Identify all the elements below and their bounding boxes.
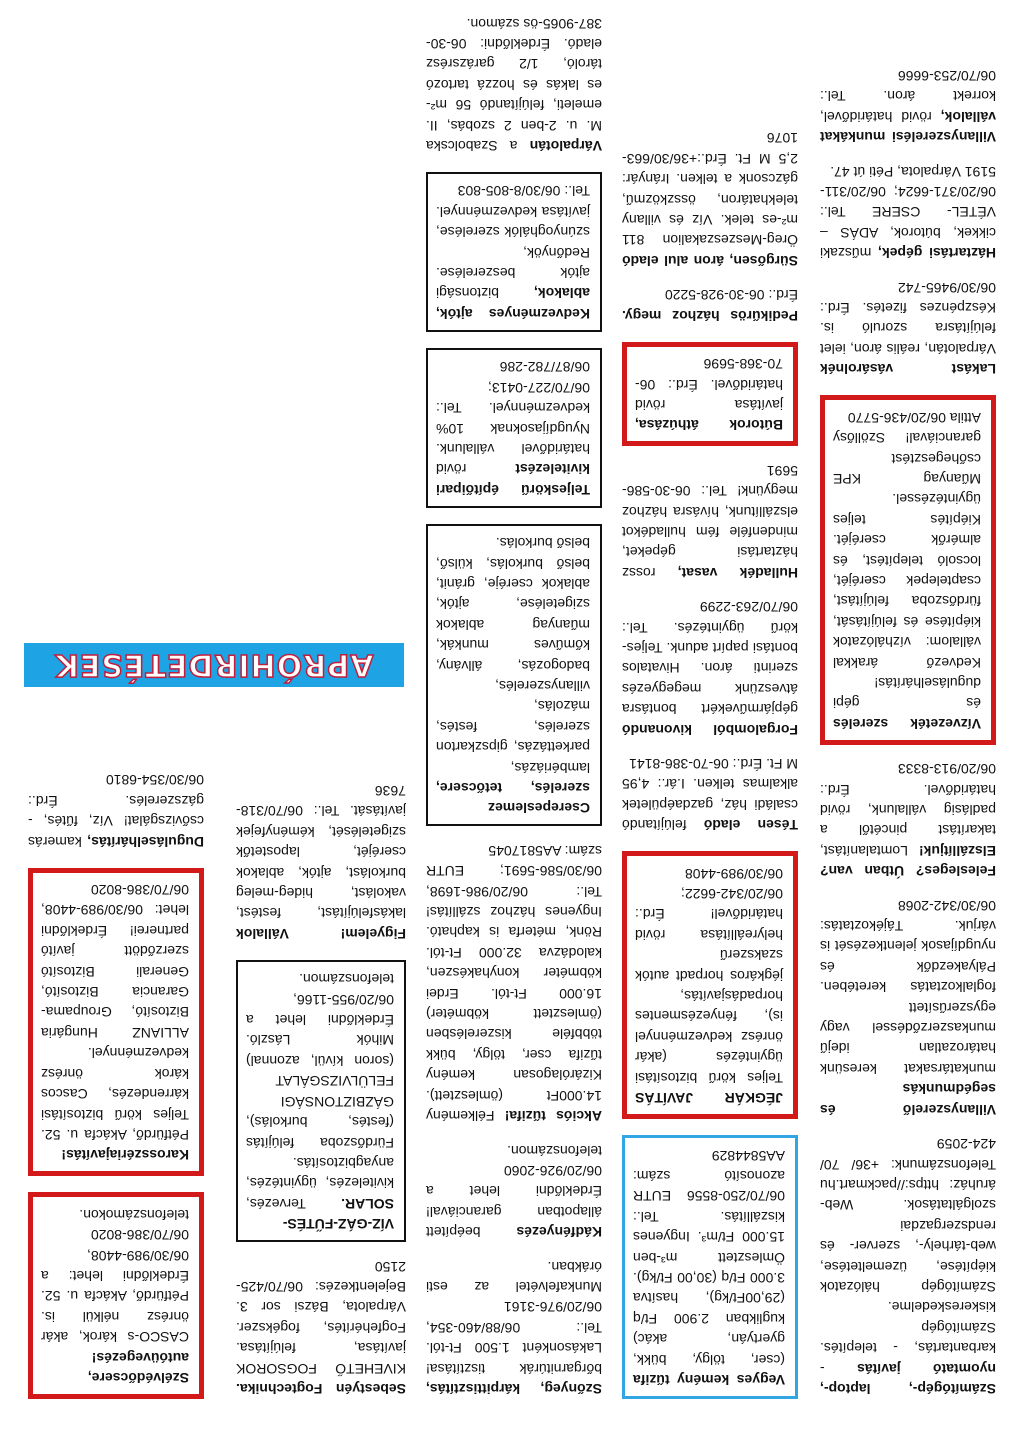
ad-headline: Teljeskörű építőipari kivitelezést: [436, 461, 590, 498]
ad-electrical-work: [820, 66, 996, 148]
ad-body: Tervezés, kivitelezés, ügyintézés, anyagbiztosítás. Fürdőszoba felújítás (festés, burkolás), GÁZBIZTONSÁGI FELÜLVIZSGÁLAT (soron kívül, azonnal) Mihók László. Érdeklődni lehet a 06/20/955-1166, telefonszámon.: [246, 971, 394, 1212]
ad-renovation: [236, 781, 406, 944]
ad-headline: Sürgősen, áron alul eladó: [622, 252, 798, 269]
ad-headline: Bútorok áthúzása,: [635, 417, 783, 434]
ad-body: munkatársakat keresünk határozatlan idejű munkaszerződéssel vagy egyszerűsített foglalkoztatás keretében. Pályakezdők és nyugdíjasok jelentkezését is várjuk. Tájékoztatás: 06/30/342-2068: [820, 897, 996, 1077]
ad-hail-repair: [635, 863, 783, 1108]
ad-body: gépjárművekért bontásra átveszünk megegyezés szerinti áron. Hivatalos bontási papírt adunk. Teljes-körű ügyintézés. Tel.: 06/70/263-2299: [622, 599, 798, 718]
column-2: [622, 4, 798, 1399]
boxed-ad-plumbing: [820, 395, 996, 745]
column-5: [28, 4, 204, 1399]
ad-headline: Háztartási gépek,: [878, 245, 996, 262]
ad-body: Pétfürdő, Akácfa u. 52. Teljes körű biztosítási kárrendezés, Cascos károk önrész kedvezménnyel. ALLIANZ Hungária Biztosító, Groupama-Garancia Biztosító, Generali Biztosító szerződött javító partnerei! Érdeklődni lehet: 06/30/989-4408, 06/70/386-8020: [41, 882, 189, 1143]
ad-body: Várpalotán, reális áron, ielet felújításra szoruló is. Készpénzes fizetés. Érd.: 06/30/9465-742: [820, 279, 996, 357]
ad-body: rövid határidővel, korrekt áron. Tel.: 06/70/253-6666: [820, 68, 996, 125]
ad-headline: Szőnyeg, kárpittisztítás,: [426, 1381, 602, 1397]
ad-headline: Duguláselhárítás,: [87, 833, 204, 850]
ad-headline: Forgalomból kivonandó: [622, 721, 798, 738]
ad-body: Érd.: 06-30-928-5220: [664, 287, 798, 304]
ad-appliances: [820, 161, 996, 263]
ad-body: beépített állapotban garanciával! Érdeklődni lehet a 06/20/926-2060 telefonszámon.: [426, 1142, 602, 1241]
ad-body: műszaki cikkek, bútorok, ADÁS – VÉTEL- CSERE Tel.: 06/20/371-6624; 06/20/311-5191 Várpalota, Péti út 47.: [820, 163, 996, 262]
boxed-ad-firewood: [622, 1135, 798, 1399]
ad-body: bőrgarnitúrák tisztítása! Lakásonként 1.500 Ft-tól. Tel.: 06/88/460-354, 06/20/976-3161 Munkafelvétel az esti órákban.: [426, 1258, 602, 1377]
ad-headline: Figyelem! Vállalok: [236, 925, 406, 942]
ad-body: rossz háztartási gépeket, mindenféle fém hulladékot elszállítunk, hívásra házhoz megyünk! Tel.: 06-30-586-5691: [622, 462, 798, 581]
ad-computer-repair: [820, 1134, 996, 1399]
ad-body: KIVEHETŐ FOGSOROK javítása, felújítása. Fogfehérítés, fogékszer. Várpalota, Bázsi sor 3. Bejelentkezés: 06/70/425-2150: [236, 1258, 406, 1377]
ad-body: lambériázás, parkettázás, gipszkarton szerelés, festés, mázolás, villanyszerelés, badogozás, állvány, kőműves munkák, műanyag ablakok szigetelése, ajtók, ablakok cseréje, gránit, belső burkolás, külső, belső burkolás.: [436, 535, 590, 776]
ad-headline: Vízvezeték szerelés: [833, 715, 981, 732]
ad-body: CASCO-s károk, akár önrész nélkül is. Pétfürdő, Akácfa u. 52. Érdeklődni lehet: a 06/30/989-4408, 06/70/386-8020 telefonszámokon.: [41, 1206, 189, 1346]
ad-body: a Szabolcska M. u. 2-ben 2 szobás, II. emeleti, felújítandó 56 m²-es lakás és hozzá tartozó tároló, 1/2 garázsrész eladó. Érdeklődni: 06-30-387-9065-ös számon.: [426, 15, 602, 155]
ad-body: rövid határidővel vállalunk. Nyugdíjasoknak 10% kedvezménnyel. Tel.: 06/70/227-0413; 06/87/782-286: [436, 359, 590, 478]
ad-plumbing: [833, 407, 981, 734]
boxed-ad-upholstery: [622, 342, 798, 447]
ad-body: - karbantartás, - telepítés. Számítógép kiskereskedelme. Számítógép hálózatok kiépítése, üzemeltetése, web-tárhely-, szerver- és rendszergazdai szolgáltatások. Web-áruház: https://packmart.hu Telefonszámunk: +36/ 70/ 424-2059: [820, 1136, 996, 1377]
ad-heating: [246, 969, 394, 1234]
ad-pedicure: [622, 285, 798, 326]
boxed-ad-body-repair: [28, 868, 204, 1177]
ad-body: és gépi duguláselhárítás! Kedvező árakkal vállalom: vízhálózatok kiépítése és felújítását, fürdőszoba felújítást, csaptelepek cseréjét, locsoló telepítést, és almérők cseréjét. Kiépítés teljes ügyintézéssel. Műanyag KPE csőhegesztést garanciával! Szöllősy Attila 06/20/436-5770: [833, 409, 981, 712]
ad-body: javítása rövid határidővel. Érd.: 06-70-368-5696: [635, 356, 783, 413]
ad-windshield: [41, 1204, 189, 1388]
ad-plot-for-sale: [622, 128, 798, 271]
ad-headline: Tésen eladó: [703, 817, 798, 834]
ad-body: Félkemény 14.000Ft (ömlesztett). Kizárólagosan kemény tűzifa cser, tölgy, bükk többféle kiszerelésben (ömlesztett köbméter) 16.000 Ft-tól. Erdei köbméter konyhakészen, kalodázva 32.000 Ft-tól. Rönk, méterfa is kapható. Ingyenes házhoz szállítás! Tel.: 06/20/986-1698, 06/30/586-5691; EUTR szám: AA5817045: [426, 842, 602, 1125]
column-4: [236, 4, 406, 1399]
ad-dental-technician: [236, 1256, 406, 1399]
ad-body-repair: [41, 880, 189, 1166]
ad-firewood: [633, 1145, 785, 1390]
ad-headline: JÉGKÁR JAVÍTÁS: [635, 1090, 783, 1107]
ad-headline: Karosszériajavítás!: [61, 1147, 189, 1164]
boxed-ad-construction: [426, 348, 602, 508]
banner-title: APRÓHIRDETÉSEK: [54, 647, 374, 683]
boxed-ad-hail-repair: [622, 851, 798, 1119]
ad-firewood-sale: [426, 840, 602, 1126]
boxed-ad-heating: [236, 960, 406, 1242]
ad-body: (cser, tölgy, bükk, gyertyán, akác) kuglikban 2.900 Ft/q (29,00Ft/kg), hasítva 3.000 Ft/q (30,00 Ft/kg). Ömlesztett m³-ben 15.000 Ft/m³. Ingyenes kiszállítás. Tel.: 06/70/250-8556 EUTR azonosító szám: AA5844829: [633, 1147, 785, 1368]
ad-scrap-metal: [622, 460, 798, 582]
ad-headline: Felesleges? Útban van? Elszállítjuk!: [820, 842, 996, 880]
ad-electrician-jobs: [820, 895, 996, 1119]
ad-bathtub-painting: [426, 1140, 602, 1242]
boxed-ad-roofing: [426, 524, 602, 827]
ad-headline: Hulladék vasat,: [677, 564, 798, 581]
ad-headline: Kedvezményes ajtók, ablakok,: [436, 285, 590, 322]
ad-house-for-sale: [622, 754, 798, 836]
ad-headline: Sebestyén Fogtechnika.: [236, 1381, 406, 1397]
section-banner: [24, 643, 404, 687]
ad-headline: Kádfényezés: [516, 1224, 602, 1241]
ad-headline: Lakást vásárolnék: [820, 361, 996, 378]
ad-clearance: [820, 759, 996, 881]
ad-construction: [436, 357, 590, 500]
ad-carpet-cleaning: [426, 1256, 602, 1399]
ad-body: Öreg-Meszeszakalion 811 m²-es telek. Víz és villany telekhatáron, összközmű, gázcsonk a telken. Irányár: 2,5 M Ft. Érd.:+36/30/663-1076: [622, 130, 798, 249]
ad-body: kamerás csővizsgálat! Víz, fűtés, - gázszerelés. Érd.: 06/30/354-6810: [28, 772, 204, 850]
ad-doors-windows: [436, 181, 590, 324]
ad-headline: Cserepeslemez szerelés, tetőcsere,: [436, 780, 590, 817]
boxed-ad-windshield: [28, 1192, 204, 1399]
ad-headline: Akciós tűzifa!: [504, 1108, 602, 1125]
ad-vehicle-scrap: [622, 597, 798, 740]
column-3: [426, 4, 602, 1399]
ad-roofing: [436, 533, 590, 819]
ad-headline: Várpalotán: [529, 138, 602, 155]
ad-body: biztonsági ajtók beszerelése. Redőnyök, szúnyoghálók szerelése, javítása kedvezménnyel. Tel.: 06/30/8-805-803: [436, 183, 590, 302]
ad-buy-apartment: [820, 277, 996, 379]
column-1: [820, 4, 996, 1399]
ad-headline: Számítógép-, laptop-, nyomtató javítás: [820, 1360, 996, 1397]
ad-apartment-sale: [426, 13, 602, 156]
ad-headline: Szélvédőcsere, autóüvegezés!: [87, 1349, 189, 1386]
ad-body: lakásfelújítást, festést, vakolást, hideg-meleg burkolást, ajtók, ablakok cseréjét, lapostetők szigetelését, kéményfejek javítását. Tel.: 06/70/318-7636: [236, 783, 406, 922]
ad-headline: Villanyszerelési munkákat vállalok,: [820, 108, 996, 146]
ad-upholstery: [635, 354, 783, 436]
ad-body: Lomtalanítást, takarítást pincétől a padlásig vállalunk, rövid határidővel. Érd.: 06/20/913-8333: [820, 761, 996, 859]
ad-headline: VÍZ-GÁZ-FŰTÉS-SOLAR.: [282, 1195, 394, 1233]
ad-body: Teljes körű biztosítási ügyintézés (akár önrész kedvezménnyel is), fényezésmentes horpadásjavítás, jégkáros horpadt autók szakszerű helyreállítása rövid határidővel! Érd.: 06/20/342-6622; 06/30/989-4408: [635, 865, 783, 1086]
ad-headline: Villanyszerelő és segédmunkás: [820, 1081, 996, 1118]
ad-body: felújítandó családi ház, gazdaépületek alkalmas telken. I.ár.: 4,95 M Ft. Érd.: 06-70-386-8141: [622, 756, 798, 834]
boxed-ad-doors-windows: [426, 172, 602, 332]
ad-headline: Pedikűrös házhoz megy.: [622, 307, 798, 324]
ad-drain-cleaning: [28, 770, 204, 852]
ad-headline: Vegyes kemény tűzifa: [633, 1372, 785, 1388]
